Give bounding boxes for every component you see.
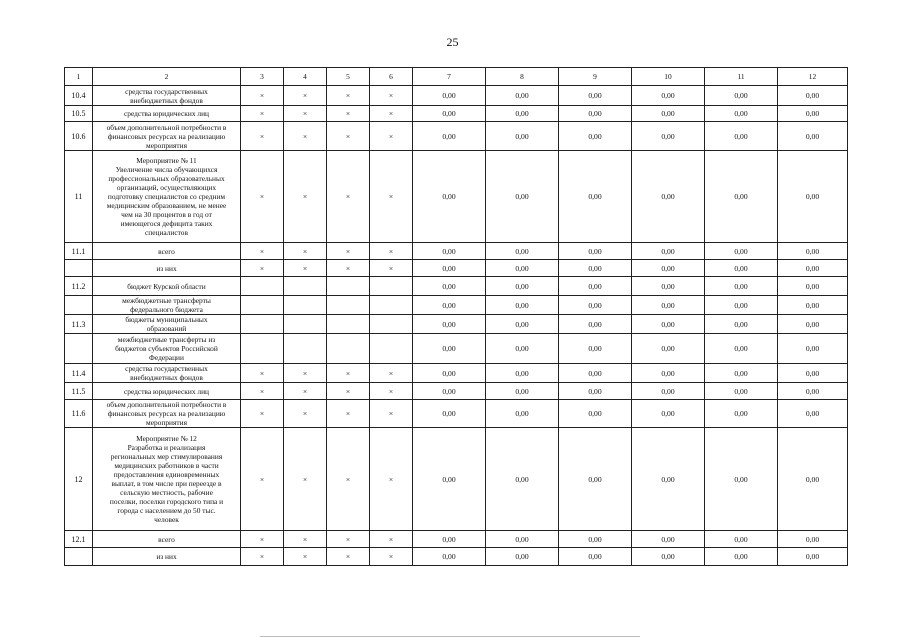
page-number: 25 bbox=[446, 35, 459, 49]
value-cell: 0,00 bbox=[778, 315, 848, 334]
value-cell: 0,00 bbox=[632, 277, 705, 296]
value-cell: 0,00 bbox=[413, 243, 486, 260]
mark-cell: × bbox=[241, 383, 284, 400]
mark-cell: × bbox=[327, 86, 370, 106]
mark-cell: × bbox=[241, 122, 284, 151]
mark-cell bbox=[241, 296, 284, 315]
mark-cell: × bbox=[241, 364, 284, 383]
value-cell: 0,00 bbox=[413, 400, 486, 428]
mark-cell bbox=[241, 277, 284, 296]
value-cell: 0,00 bbox=[632, 106, 705, 122]
table-row bbox=[65, 315, 848, 334]
mark-cell: × bbox=[370, 151, 413, 243]
mark-cell: × bbox=[284, 243, 327, 260]
mark-cell: × bbox=[284, 531, 327, 548]
mark-cell: × bbox=[284, 260, 327, 277]
row-number-cell: 10.6 bbox=[65, 122, 93, 151]
table-row bbox=[65, 260, 848, 277]
value-cell: 0,00 bbox=[705, 106, 778, 122]
value-cell: 0,00 bbox=[486, 296, 559, 315]
value-cell: 0,00 bbox=[559, 548, 632, 566]
mark-cell bbox=[370, 296, 413, 315]
table-row bbox=[65, 151, 848, 243]
value-cell: 0,00 bbox=[486, 315, 559, 334]
table-row bbox=[65, 531, 848, 548]
mark-cell bbox=[327, 277, 370, 296]
mark-cell bbox=[284, 277, 327, 296]
value-cell: 0,00 bbox=[705, 548, 778, 566]
row-number-cell bbox=[65, 296, 93, 315]
table-row bbox=[65, 428, 848, 531]
mark-cell: × bbox=[284, 151, 327, 243]
mark-cell: × bbox=[327, 548, 370, 566]
mark-cell: × bbox=[370, 243, 413, 260]
row-number-cell: 10.4 bbox=[65, 86, 93, 106]
row-number-cell: 11 bbox=[65, 151, 93, 243]
mark-cell bbox=[370, 315, 413, 334]
value-cell: 0,00 bbox=[705, 151, 778, 243]
value-cell: 0,00 bbox=[559, 334, 632, 364]
mark-cell bbox=[327, 296, 370, 315]
value-cell: 0,00 bbox=[413, 428, 486, 531]
value-cell: 0,00 bbox=[705, 86, 778, 106]
mark-cell: × bbox=[284, 428, 327, 531]
description-cell: средства юридических лиц bbox=[93, 383, 241, 400]
value-cell: 0,00 bbox=[778, 151, 848, 243]
mark-cell: × bbox=[327, 106, 370, 122]
value-cell: 0,00 bbox=[559, 383, 632, 400]
mark-cell bbox=[370, 277, 413, 296]
mark-cell: × bbox=[327, 383, 370, 400]
row-number-cell: 11.5 bbox=[65, 383, 93, 400]
value-cell: 0,00 bbox=[559, 364, 632, 383]
mark-cell: × bbox=[284, 400, 327, 428]
mark-cell: × bbox=[284, 122, 327, 151]
description-cell: бюджет Курской области bbox=[93, 277, 241, 296]
budget-table bbox=[64, 67, 848, 566]
value-cell: 0,00 bbox=[486, 334, 559, 364]
value-cell: 0,00 bbox=[778, 334, 848, 364]
mark-cell bbox=[241, 315, 284, 334]
row-number-cell: 11.4 bbox=[65, 364, 93, 383]
mark-cell: × bbox=[370, 364, 413, 383]
table-row bbox=[65, 400, 848, 428]
page-bottom-rule bbox=[260, 636, 640, 637]
description-cell: бюджеты муниципальных образований bbox=[93, 315, 241, 334]
value-cell: 0,00 bbox=[559, 122, 632, 151]
value-cell: 0,00 bbox=[559, 428, 632, 531]
value-cell: 0,00 bbox=[486, 277, 559, 296]
mark-cell: × bbox=[241, 260, 284, 277]
value-cell: 0,00 bbox=[486, 122, 559, 151]
header-cell: 12 bbox=[778, 68, 848, 86]
value-cell: 0,00 bbox=[632, 86, 705, 106]
value-cell: 0,00 bbox=[559, 277, 632, 296]
mark-cell: × bbox=[241, 86, 284, 106]
description-cell: средства государственных внебюджетных фондов bbox=[93, 364, 241, 383]
row-number-cell: 12.1 bbox=[65, 531, 93, 548]
value-cell: 0,00 bbox=[705, 122, 778, 151]
value-cell: 0,00 bbox=[778, 277, 848, 296]
mark-cell bbox=[284, 334, 327, 364]
mark-cell bbox=[327, 315, 370, 334]
table-row bbox=[65, 334, 848, 364]
header-cell: 10 bbox=[632, 68, 705, 86]
value-cell: 0,00 bbox=[486, 548, 559, 566]
mark-cell: × bbox=[327, 260, 370, 277]
value-cell: 0,00 bbox=[413, 315, 486, 334]
description-cell: средства государственных внебюджетных фондов bbox=[93, 86, 241, 106]
value-cell: 0,00 bbox=[632, 315, 705, 334]
mark-cell: × bbox=[370, 122, 413, 151]
mark-cell: × bbox=[241, 243, 284, 260]
header-cell: 7 bbox=[413, 68, 486, 86]
mark-cell: × bbox=[370, 531, 413, 548]
row-number-cell: 11.2 bbox=[65, 277, 93, 296]
value-cell: 0,00 bbox=[705, 428, 778, 531]
table-row bbox=[65, 277, 848, 296]
header-cell: 3 bbox=[241, 68, 284, 86]
value-cell: 0,00 bbox=[413, 151, 486, 243]
value-cell: 0,00 bbox=[486, 86, 559, 106]
value-cell: 0,00 bbox=[413, 296, 486, 315]
description-cell: средства юридических лиц bbox=[93, 106, 241, 122]
value-cell: 0,00 bbox=[705, 334, 778, 364]
value-cell: 0,00 bbox=[559, 260, 632, 277]
table-row bbox=[65, 243, 848, 260]
mark-cell: × bbox=[370, 106, 413, 122]
value-cell: 0,00 bbox=[413, 106, 486, 122]
description-cell: всего bbox=[93, 531, 241, 548]
value-cell: 0,00 bbox=[778, 428, 848, 531]
value-cell: 0,00 bbox=[632, 151, 705, 243]
mark-cell: × bbox=[241, 531, 284, 548]
value-cell: 0,00 bbox=[778, 260, 848, 277]
table-row bbox=[65, 548, 848, 566]
mark-cell: × bbox=[241, 428, 284, 531]
value-cell: 0,00 bbox=[413, 383, 486, 400]
mark-cell: × bbox=[327, 151, 370, 243]
mark-cell: × bbox=[370, 383, 413, 400]
mark-cell: × bbox=[370, 86, 413, 106]
value-cell: 0,00 bbox=[486, 151, 559, 243]
table-header-row bbox=[65, 68, 848, 86]
value-cell: 0,00 bbox=[486, 400, 559, 428]
row-number-cell bbox=[65, 548, 93, 566]
value-cell: 0,00 bbox=[486, 243, 559, 260]
value-cell: 0,00 bbox=[705, 531, 778, 548]
value-cell: 0,00 bbox=[705, 383, 778, 400]
description-cell: из них bbox=[93, 548, 241, 566]
value-cell: 0,00 bbox=[559, 151, 632, 243]
value-cell: 0,00 bbox=[705, 400, 778, 428]
row-number-cell: 12 bbox=[65, 428, 93, 531]
value-cell: 0,00 bbox=[413, 531, 486, 548]
mark-cell bbox=[284, 315, 327, 334]
mark-cell: × bbox=[284, 86, 327, 106]
description-cell: объем дополнительной потребности в финансовых ресурсах на реализацию мероприятия bbox=[93, 400, 241, 428]
value-cell: 0,00 bbox=[413, 122, 486, 151]
description-cell: межбюджетные трансферты федерального бюджета bbox=[93, 296, 241, 315]
value-cell: 0,00 bbox=[632, 122, 705, 151]
value-cell: 0,00 bbox=[413, 334, 486, 364]
value-cell: 0,00 bbox=[778, 86, 848, 106]
row-number-cell bbox=[65, 260, 93, 277]
table-row bbox=[65, 383, 848, 400]
table-body bbox=[65, 68, 848, 566]
row-number-cell bbox=[65, 334, 93, 364]
mark-cell: × bbox=[370, 400, 413, 428]
value-cell: 0,00 bbox=[632, 531, 705, 548]
mark-cell: × bbox=[327, 243, 370, 260]
value-cell: 0,00 bbox=[778, 531, 848, 548]
description-cell: из них bbox=[93, 260, 241, 277]
header-cell: 4 bbox=[284, 68, 327, 86]
value-cell: 0,00 bbox=[778, 296, 848, 315]
value-cell: 0,00 bbox=[413, 548, 486, 566]
mark-cell: × bbox=[327, 428, 370, 531]
value-cell: 0,00 bbox=[632, 243, 705, 260]
value-cell: 0,00 bbox=[778, 122, 848, 151]
mark-cell: × bbox=[370, 260, 413, 277]
value-cell: 0,00 bbox=[486, 383, 559, 400]
mark-cell: × bbox=[241, 400, 284, 428]
value-cell: 0,00 bbox=[632, 296, 705, 315]
value-cell: 0,00 bbox=[559, 86, 632, 106]
value-cell: 0,00 bbox=[705, 296, 778, 315]
value-cell: 0,00 bbox=[632, 334, 705, 364]
mark-cell: × bbox=[241, 151, 284, 243]
mark-cell bbox=[370, 334, 413, 364]
value-cell: 0,00 bbox=[705, 277, 778, 296]
description-cell: всего bbox=[93, 243, 241, 260]
header-cell: 9 bbox=[559, 68, 632, 86]
value-cell: 0,00 bbox=[486, 260, 559, 277]
header-cell: 6 bbox=[370, 68, 413, 86]
value-cell: 0,00 bbox=[705, 260, 778, 277]
value-cell: 0,00 bbox=[559, 531, 632, 548]
value-cell: 0,00 bbox=[559, 243, 632, 260]
mark-cell: × bbox=[241, 106, 284, 122]
table-row bbox=[65, 106, 848, 122]
description-cell: межбюджетные трансферты из бюджетов субъектов Российской Федерации bbox=[93, 334, 241, 364]
mark-cell bbox=[241, 334, 284, 364]
table-row bbox=[65, 122, 848, 151]
value-cell: 0,00 bbox=[486, 106, 559, 122]
value-cell: 0,00 bbox=[778, 364, 848, 383]
mark-cell: × bbox=[327, 400, 370, 428]
row-number-cell: 11.1 bbox=[65, 243, 93, 260]
value-cell: 0,00 bbox=[632, 260, 705, 277]
value-cell: 0,00 bbox=[413, 86, 486, 106]
mark-cell: × bbox=[241, 548, 284, 566]
value-cell: 0,00 bbox=[413, 277, 486, 296]
value-cell: 0,00 bbox=[486, 364, 559, 383]
value-cell: 0,00 bbox=[778, 106, 848, 122]
mark-cell: × bbox=[327, 364, 370, 383]
table-row bbox=[65, 364, 848, 383]
mark-cell: × bbox=[284, 383, 327, 400]
mark-cell: × bbox=[284, 106, 327, 122]
value-cell: 0,00 bbox=[632, 400, 705, 428]
mark-cell: × bbox=[327, 122, 370, 151]
value-cell: 0,00 bbox=[632, 548, 705, 566]
header-cell: 8 bbox=[486, 68, 559, 86]
mark-cell: × bbox=[370, 548, 413, 566]
value-cell: 0,00 bbox=[632, 364, 705, 383]
description-cell: объем дополнительной потребности в финансовых ресурсах на реализацию мероприятия bbox=[93, 122, 241, 151]
header-cell: 11 bbox=[705, 68, 778, 86]
header-cell: 2 bbox=[93, 68, 241, 86]
mark-cell bbox=[327, 334, 370, 364]
mark-cell bbox=[284, 296, 327, 315]
value-cell: 0,00 bbox=[778, 548, 848, 566]
value-cell: 0,00 bbox=[705, 243, 778, 260]
value-cell: 0,00 bbox=[413, 260, 486, 277]
value-cell: 0,00 bbox=[559, 296, 632, 315]
header-cell: 5 bbox=[327, 68, 370, 86]
value-cell: 0,00 bbox=[778, 400, 848, 428]
value-cell: 0,00 bbox=[559, 106, 632, 122]
value-cell: 0,00 bbox=[705, 364, 778, 383]
description-cell: Мероприятие № 12 Разработка и реализация региональных мер стимулирования медицинских работников в части предоставления единовременных выплат, в том числе при переезде в сельскую местность, рабочие поселки, поселки городского типа и города с населением до 50 тыс. человек bbox=[93, 428, 241, 531]
row-number-cell: 11.3 bbox=[65, 315, 93, 334]
value-cell: 0,00 bbox=[632, 383, 705, 400]
row-number-cell: 10.5 bbox=[65, 106, 93, 122]
description-cell: Мероприятие № 11 Увеличение числа обучающихся профессиональных образовательных организаций, осуществляющих подготовку специалистов со средним медицинским образованием, не менее чем на 30 процентов в год от имеющегося дефицита таких специалистов bbox=[93, 151, 241, 243]
row-number-cell: 11.6 bbox=[65, 400, 93, 428]
value-cell: 0,00 bbox=[486, 428, 559, 531]
mark-cell: × bbox=[284, 548, 327, 566]
value-cell: 0,00 bbox=[486, 531, 559, 548]
value-cell: 0,00 bbox=[632, 428, 705, 531]
header-cell: 1 bbox=[65, 68, 93, 86]
value-cell: 0,00 bbox=[778, 243, 848, 260]
mark-cell: × bbox=[370, 428, 413, 531]
value-cell: 0,00 bbox=[778, 383, 848, 400]
value-cell: 0,00 bbox=[413, 364, 486, 383]
mark-cell: × bbox=[284, 364, 327, 383]
value-cell: 0,00 bbox=[559, 315, 632, 334]
value-cell: 0,00 bbox=[559, 400, 632, 428]
table-row bbox=[65, 296, 848, 315]
mark-cell: × bbox=[327, 531, 370, 548]
value-cell: 0,00 bbox=[705, 315, 778, 334]
table-row bbox=[65, 86, 848, 106]
